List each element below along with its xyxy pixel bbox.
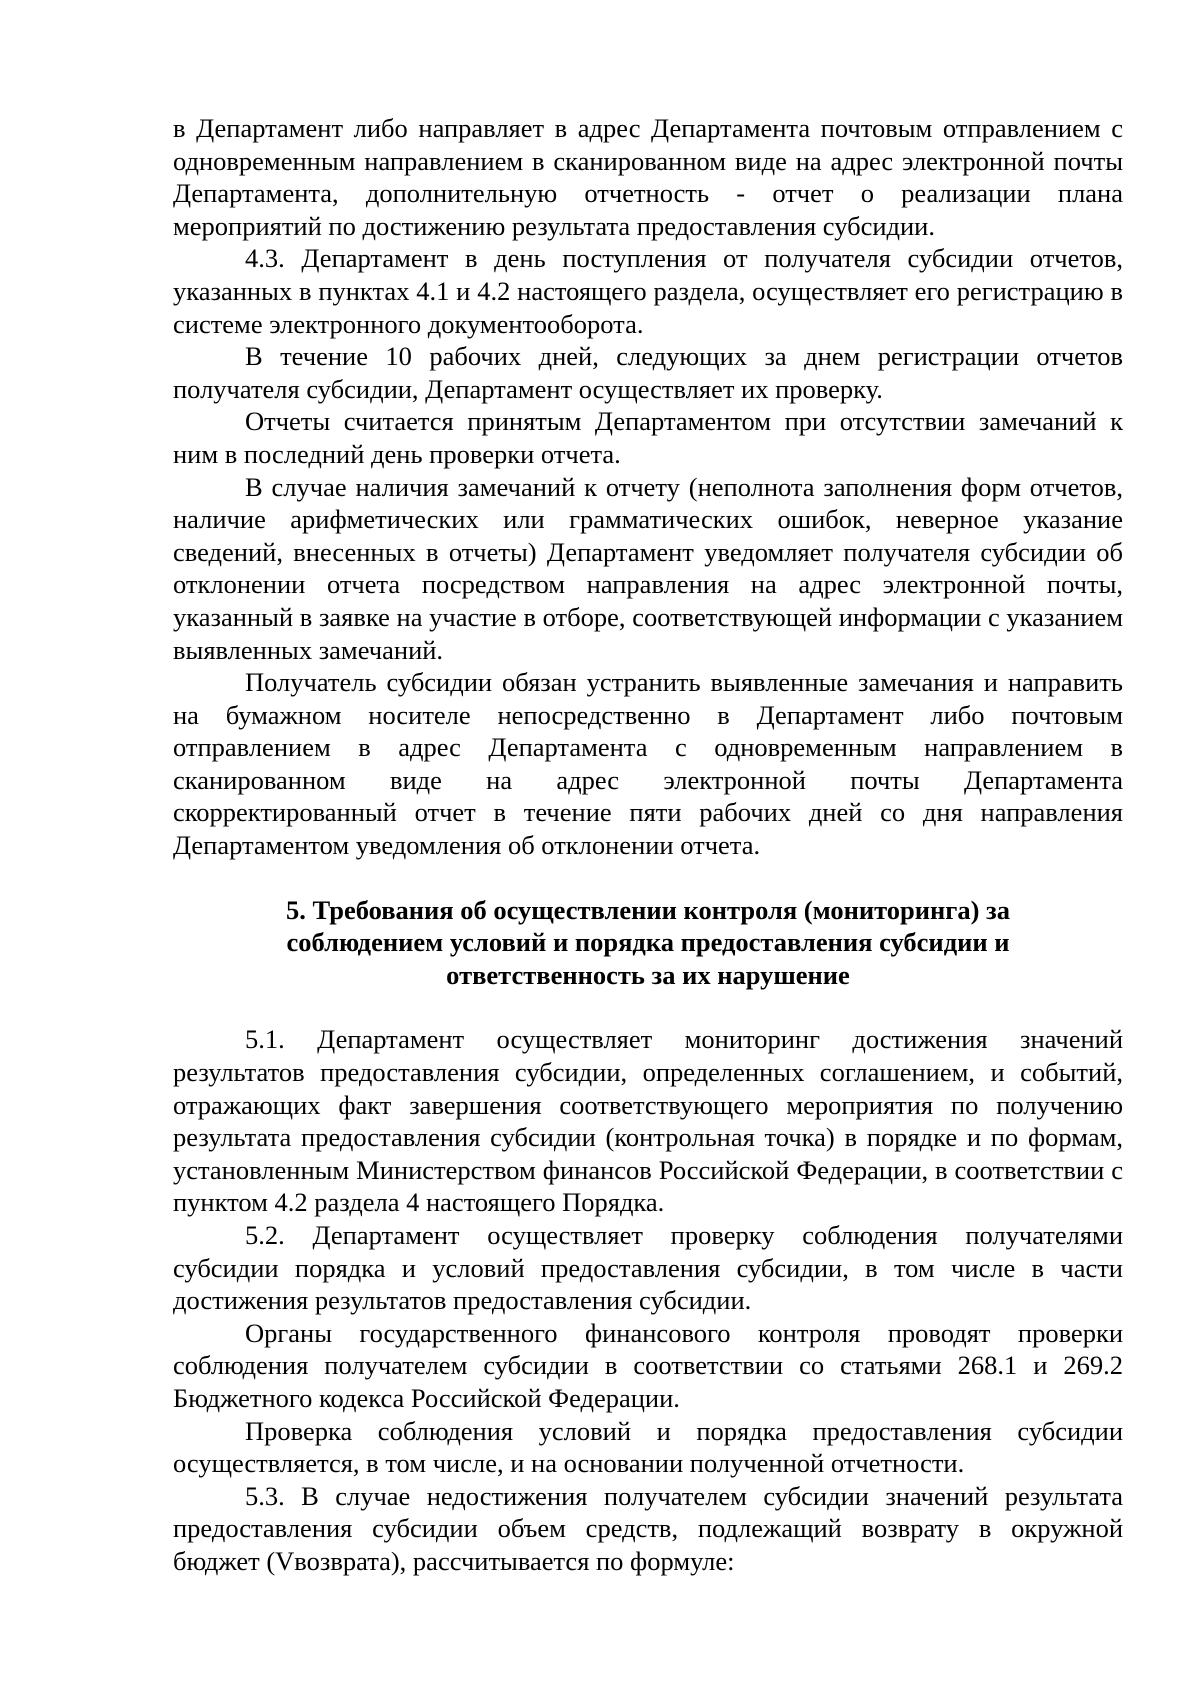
paragraph-report-accepted: Отчеты считается принятым Департаментом при отсутствии замечаний к ним в последний день проверки отчета. <box>173 406 1123 469</box>
section-heading-line: ответственность за их нарушение <box>446 959 850 990</box>
paragraph-state-control: Органы государственного финансового контроля проводят проверки соблюдения получателем субсидии в соответствии со статьями 268.1 и 269.2 Бюджетного кодекса Российской Федерации. <box>173 1317 1123 1413</box>
document-body <box>173 112 1123 1578</box>
paragraph-correction-obligation: Получатель субсидии обязан устранить выявленные замечания и направить на бумажном носителе непосредственно в Департамент либо почтовым отправлением в адрес Департамента с одновременным направлением в сканированном виде на адрес электронной почты Департамента скорректированный отчет в течение пяти рабочих дней со дня направления Департаментом уведомления об отклонении отчета. <box>173 667 1123 861</box>
section-heading-line: 5. Требования об осуществлении контроля (мониторинга) за <box>286 894 1010 925</box>
paragraph-4-3: 4.3. Департамент в день поступления от получателя субсидии отчетов, указанных в пунктах 4.1 и 4.2 настоящего раздела, осуществляет его регистрацию в системе электронного документооборота. <box>173 243 1123 339</box>
section-5-heading <box>173 894 1123 992</box>
paragraph-5-3: 5.3. В случае недостижения получателем субсидии значений результата предоставления субсидии объем средств, подлежащий возврату в окружной бюджет (Vвозврата), рассчитывается по формуле: <box>173 1480 1123 1576</box>
paragraph-report-remarks: В случае наличия замечаний к отчету (неполнота заполнения форм отчетов, наличие арифметических или грамматических ошибок, неверное указание сведений, внесенных в отчеты) Департамент уведомляет получателя субсидии об отклонении отчета посредством направления на адрес электронной почты, указанный в заявке на участие в отборе, соответствующей информации с указанием выявленных замечаний. <box>173 471 1123 665</box>
paragraph-compliance-check: Проверка соблюдения условий и порядка предоставления субсидии осуществляется, в том числе, и на основании полученной отчетности. <box>173 1415 1123 1479</box>
paragraph-continuation: в Департамент либо направляет в адрес Департамента почтовым отправлением с одновременным направлением в сканированном виде на адрес электронной почты Департамента, дополнительную отчетность - отчет о реализации плана мероприятий по достижению результата предоставления субсидии. <box>173 113 1123 241</box>
section-heading-line: соблюдением условий и порядка предоставления субсидии и <box>286 927 1010 958</box>
paragraph-5-2: 5.2. Департамент осуществляет проверку соблюдения получателями субсидии порядка и условий предоставления субсидии, в том числе в части достижения результатов предоставления субсидии. <box>173 1220 1123 1316</box>
paragraph-5-1: 5.1. Департамент осуществляет мониторинг достижения значений результатов предоставления субсидии, определенных соглашением, и событий, отражающих факт завершения соответствующего мероприятия по получению результата предоставления субсидии (контрольная точка) в порядке и по формам, установленным Министерством финансов Российской Федерации, в соответствии с пунктом 4.2 раздела 4 настоящего Порядка. <box>173 1024 1123 1218</box>
paragraph-review-period: В течение 10 рабочих дней, следующих за днем регистрации отчетов получателя субсидии, Департамент осуществляет их проверку. <box>173 341 1123 404</box>
